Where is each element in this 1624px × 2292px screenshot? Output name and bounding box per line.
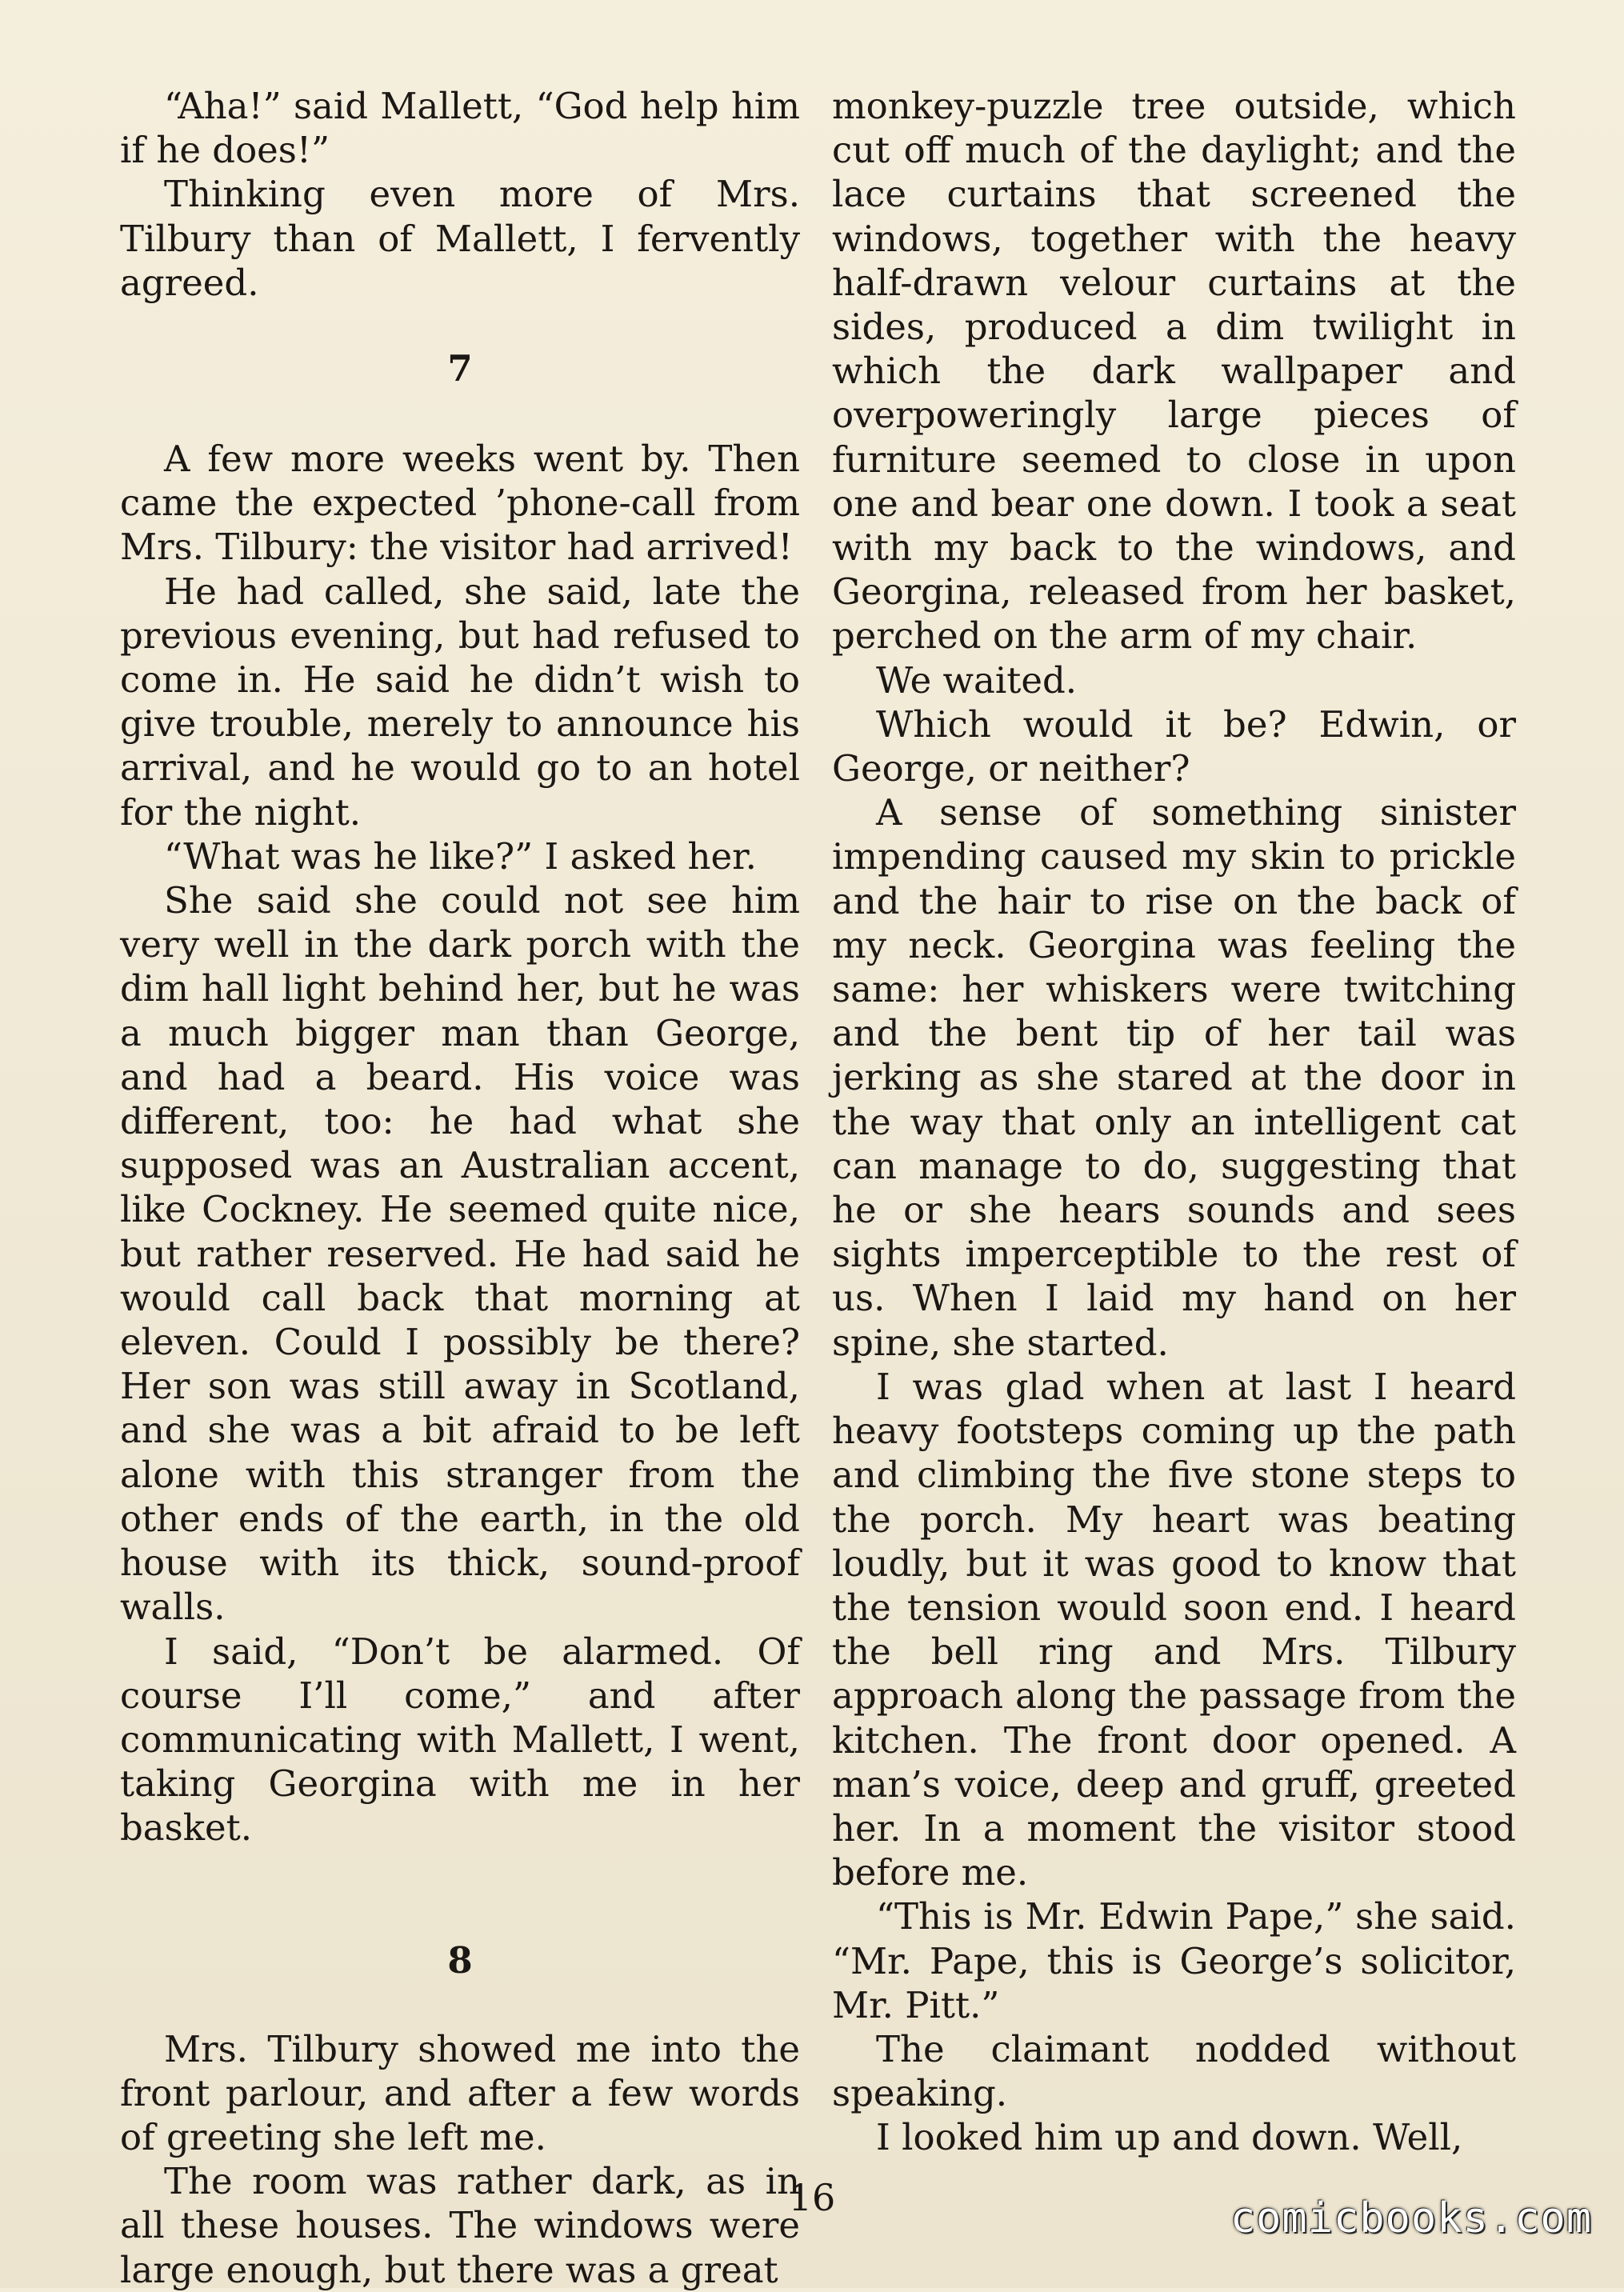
- paragraph: “This is Mr. Edwin Pape,” she said. “Mr. Pape, this is George’s solicitor, Mr. Pitt.”: [832, 1895, 1516, 2026]
- paragraph: We waited.: [876, 658, 1078, 702]
- paragraph: Which would it be? Edwin, or George, or neither?: [832, 702, 1516, 790]
- paragraph-continued: monkey-puzzle tree outside, which cut off much of the daylight; and the lace curtains that screened the windows, together with the heavy half-drawn velour curtains at the sides, produced a dim twilight in which the dark wallpaper and overpoweringly large pieces of furniture seemed to close in upon one and bear one down. I took a seat with my back to the windows, and Georgina, released from her basket, perched on the arm of my chair.: [832, 85, 1516, 658]
- paragraph: A few more weeks went by. Then came the expected ’phone-call from Mrs. Tilbury: the visitor had arrived!: [120, 438, 800, 569]
- paragraph: The claimant nodded without speaking.: [832, 2027, 1516, 2115]
- paragraph: She said she could not see him very well in the dark porch with the dim hall light behind her, but he was a much bigger man than George, and had a beard. His voice was different, too: he had what she supposed was an Australian accent, like Cockney. He seemed quite nice, but rather reserved. He had said he would call back that morning at eleven. Could I possibly be there? Her son was still away in Scotland, and she was a bit afraid to be left alone with this stranger from the other ends of the earth, in the old house with its thick, sound-proof walls.: [120, 879, 800, 1629]
- paragraph: The room was rather dark, as in all these houses. The windows were large enough, but there was a great: [120, 2160, 800, 2291]
- paragraph: I looked him up and down. Well,: [876, 2116, 1463, 2159]
- section-heading-7: 7: [447, 347, 473, 390]
- section-heading-8: 8: [447, 1938, 473, 1982]
- left-column: [120, 84, 800, 2292]
- paragraph: Mrs. Tilbury showed me into the front parlour, and after a few words of greeting she left me.: [120, 2027, 800, 2158]
- paragraph: A sense of something sinister impending caused my skin to prickle and the hair to rise on the back of my neck. Georgina was feeling the same: her whiskers were twitching and the bent tip of her tail was jerking as she stared at the door in the way that only an intelligent cat can manage to do, suggesting that he or she hears sounds and sees sights imperceptible to the rest of us. When I laid my hand on her spine, she started.: [832, 791, 1516, 1364]
- paragraph: “What was he like?” I asked her.: [164, 834, 757, 878]
- right-column: [832, 84, 1516, 2160]
- paragraph: I said, “Don’t be alarmed. Of course I’ll come,” and after communicating with Mallett, I went, taking Georgina with me in her basket.: [120, 1630, 800, 1850]
- watermark: comicbooks.com: [1230, 2194, 1592, 2242]
- paragraph: “Aha!” said Mallett, “God help him if he does!”: [120, 85, 800, 172]
- paragraph: He had called, she said, late the previous evening, but had refused to come in. He said he didn’t wish to give trouble, merely to announce his arrival, and he would go to an hotel for the night.: [120, 570, 800, 834]
- paragraph: Thinking even more of Mrs. Tilbury than of Mallett, I fervently agreed.: [120, 173, 800, 304]
- page-number: 16: [788, 2176, 836, 2219]
- paragraph: I was glad when at last I heard heavy footsteps coming up the path and climbing the five stone steps to the porch. My heart was beating loudly, but it was good to know that the tension would soon end. I heard the bell ring and Mrs. Tilbury approach along the passage from the kitchen. The front door opened. A man’s voice, deep and gruff, greeted her. In a moment the visitor stood before me.: [832, 1365, 1516, 1894]
